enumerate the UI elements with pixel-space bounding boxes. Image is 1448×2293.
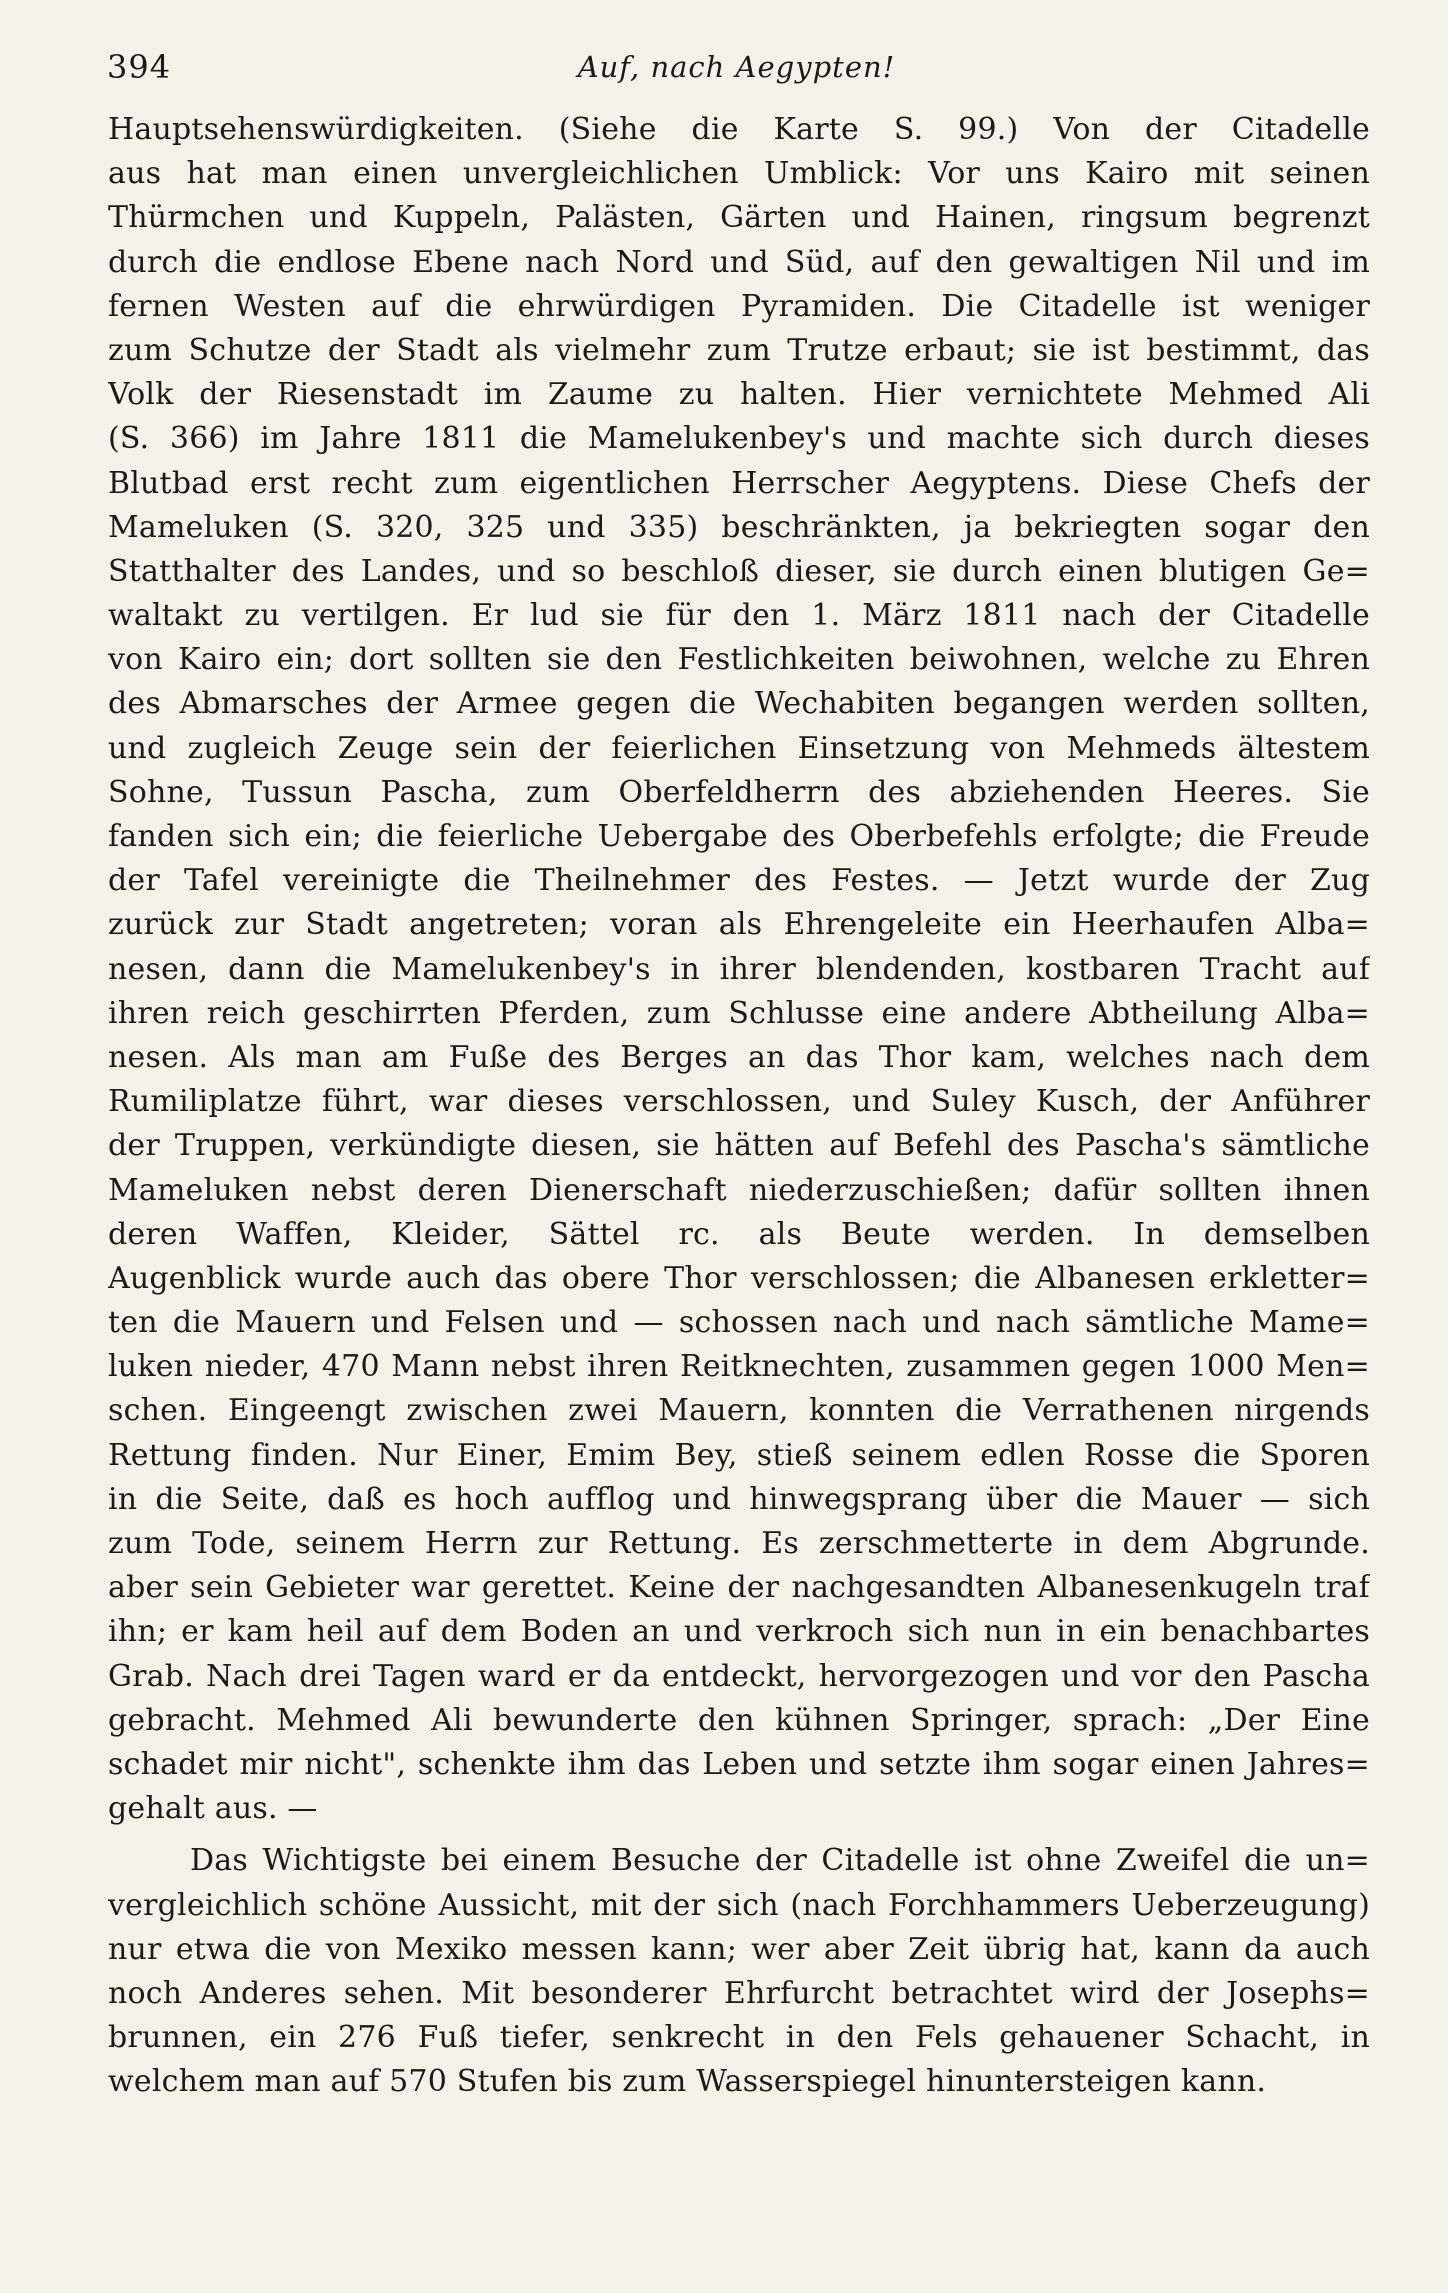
text-line: waltakt zu vertilgen. Er lud sie für den 1. März 1811 nach der Citadelle xyxy=(108,598,1370,634)
text-line: welchem man auf 570 Stufen bis zum Wasserspiegel hinuntersteigen kann. xyxy=(108,2064,1267,2100)
text-line: Volk der Riesenstadt im Zaume zu halten. Hier vernichtete Mehmed Ali xyxy=(108,377,1370,413)
text-line: Hauptsehenswürdigkeiten. (Siehe die Karte S. 99.) Von der Citadelle xyxy=(108,112,1370,147)
text-line: deren Waffen, Kleider, Sättel rc. als Beute werden. In demselben xyxy=(108,1216,1370,1252)
text-line: brunnen, ein 276 Fuß tiefer, senkrecht in den Fels gehauener Schacht, in xyxy=(108,2020,1370,2056)
text-line: (S. 366) im Jahre 1811 die Mamelukenbey's und machte sich durch dieses xyxy=(108,421,1370,457)
text-line: Thürmchen und Kuppeln, Palästen, Gärten und Hainen, ringsum begrenzt xyxy=(108,200,1370,236)
text-line: ihn; er kam heil auf dem Boden an und verkroch sich nun in ein benachbartes xyxy=(108,1614,1370,1650)
text-line: nur etwa die von Mexiko messen kann; wer aber Zeit übrig hat, kann da auch xyxy=(108,1931,1370,1967)
text-line: und zugleich Zeuge sein der feierlichen Einsetzung von Mehmeds ältestem xyxy=(108,730,1370,766)
text-line: Blutbad erst recht zum eigentlichen Herrscher Aegyptens. Diese Chefs der xyxy=(108,465,1370,501)
text-line: Das Wichtigste bei einem Besuche der Citadelle ist ohne Zweifel die un= xyxy=(190,1843,1370,1879)
paragraph-gap xyxy=(108,1831,1370,1839)
text-line: Statthalter des Landes, und so beschloß dieser, sie durch einen blutigen Ge= xyxy=(108,553,1370,589)
text-line: zurück zur Stadt angetreten; voran als Ehrengeleite ein Heerhaufen Alba= xyxy=(108,907,1370,943)
text-line: luken nieder, 470 Mann nebst ihren Reitknechten, zusammen gegen 1000 Men= xyxy=(108,1349,1370,1385)
text-line: zum Schutze der Stadt als vielmehr zum Trutze erbaut; sie ist bestimmt, das xyxy=(108,332,1370,368)
text-line: schadet mir nicht", schenkte ihm das Leben und setzte ihm sogar einen Jahres= xyxy=(108,1746,1370,1782)
text-line: zum Tode, seinem Herrn zur Rettung. Es zerschmetterte in dem Abgrunde. xyxy=(108,1526,1370,1561)
text-line: des Abmarsches der Armee gegen die Wechabiten begangen werden sollten, xyxy=(108,686,1370,722)
running-title: Auf, nach Aegypten! xyxy=(577,50,896,84)
text-line: der Truppen, verkündigte diesen, sie hätten auf Befehl des Pascha's sämtliche xyxy=(108,1128,1370,1164)
text-line: noch Anderes sehen. Mit besonderer Ehrfurcht betrachtet wird der Josephs= xyxy=(108,1975,1370,2011)
text-line: von Kairo ein; dort sollten sie den Festlichkeiten beiwohnen, welche zu Ehren xyxy=(108,642,1370,678)
text-line: vergleichlich schöne Aussicht, mit der sich (nach Forchhammers Ueberzeugung) xyxy=(108,1887,1370,1923)
text-line: Rettung finden. Nur Einer, Emim Bey, stieß seinem edlen Rosse die Sporen xyxy=(108,1437,1370,1473)
text-line: nesen, dann die Mamelukenbey's in ihrer blendenden, kostbaren Tracht auf xyxy=(108,951,1370,987)
text-line: ihren reich geschirrten Pferden, zum Schlusse eine andere Abtheilung Alba= xyxy=(108,995,1370,1031)
text-line: schen. Eingeengt zwischen zwei Mauern, konnten die Verrathenen nirgends xyxy=(108,1393,1370,1429)
text-line: Sohne, Tussun Pascha, zum Oberfeldherrn des abziehenden Heeres. Sie xyxy=(108,774,1370,810)
body-text xyxy=(108,108,1370,2104)
paragraph xyxy=(108,1839,1370,2104)
page-header xyxy=(107,48,1366,98)
text-line: ten die Mauern und Felsen und — schossen nach und nach sämtliche Mame= xyxy=(108,1305,1370,1341)
text-line: aus hat man einen unvergleichlichen Umblick: Vor uns Kairo mit seinen xyxy=(108,156,1370,192)
text-line: nesen. Als man am Fuße des Berges an das Thor kam, welches nach dem xyxy=(108,1039,1370,1075)
text-line: Grab. Nach drei Tagen ward er da entdeckt, hervorgezogen und vor den Pascha xyxy=(108,1658,1370,1694)
page-number: 394 xyxy=(107,48,172,86)
text-line: fanden sich ein; die feierliche Uebergabe des Oberbefehls erfolgte; die Freude xyxy=(108,819,1370,854)
text-line: Augenblick wurde auch das obere Thor verschlossen; die Albanesen erkletter= xyxy=(108,1260,1370,1296)
text-line: fernen Westen auf die ehrwürdigen Pyramiden. Die Citadelle ist weniger xyxy=(108,288,1370,324)
text-line: in die Seite, daß es hoch aufflog und hinwegsprang über die Mauer — sich xyxy=(108,1481,1370,1517)
text-line: gebracht. Mehmed Ali bewunderte den kühnen Springer, sprach: „Der Eine xyxy=(108,1702,1370,1738)
text-line: durch die endlose Ebene nach Nord und Süd, auf den gewaltigen Nil und im xyxy=(108,244,1370,280)
text-line: Mameluken (S. 320, 325 und 335) beschränkten, ja bekriegten sogar den xyxy=(108,509,1370,545)
text-line: der Tafel vereinigte die Theilnehmer des Festes. — Jetzt wurde der Zug xyxy=(108,863,1370,899)
text-line: Rumiliplatze führt, war dieses verschlossen, und Suley Kusch, der Anführer xyxy=(108,1084,1370,1120)
text-line: Mameluken nebst deren Dienerschaft niederzuschießen; dafür sollten ihnen xyxy=(108,1172,1370,1208)
text-line: aber sein Gebieter war gerettet. Keine der nachgesandten Albanesenkugeln traf xyxy=(108,1570,1370,1606)
text-line: gehalt aus. — xyxy=(108,1791,318,1827)
paragraph xyxy=(108,108,1370,1831)
